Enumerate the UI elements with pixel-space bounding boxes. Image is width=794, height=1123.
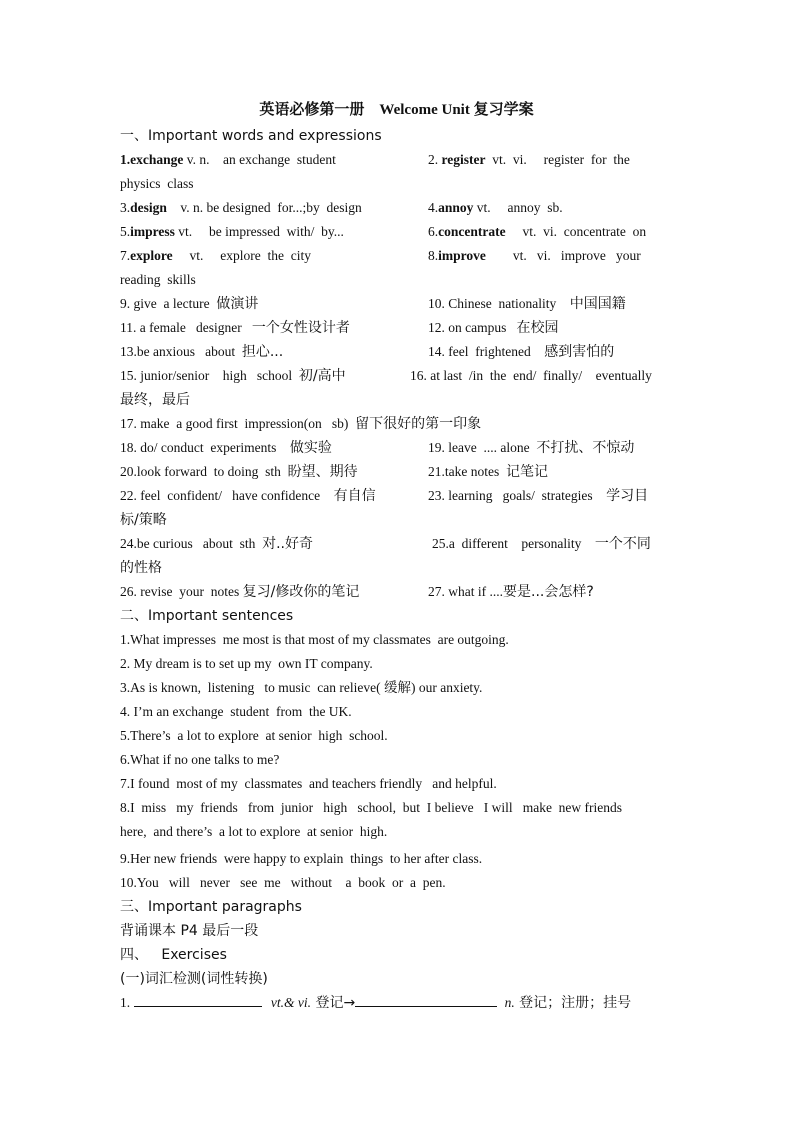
phrase-row-continued: 标/策略: [120, 512, 167, 528]
phrase-item: 20.look forward to doing sth 盼望、期待: [120, 464, 358, 480]
vocab-item: 7.explore vt. explore the city: [120, 248, 311, 263]
phrase-item: 16. at last /in the end/ finally/ eventually: [410, 368, 652, 383]
phrase-item: 27. what if ....要是...会怎样?: [428, 584, 594, 600]
sentence-item: 3.As is known, listening to music can relieve( 缓解) our anxiety.: [120, 680, 483, 695]
worksheet-page: [120, 96, 673, 1015]
sentence-item: 6.What if no one talks to me?: [120, 752, 280, 767]
phrase-item: 10. Chinese nationality 中国国籍: [428, 296, 626, 312]
phrase-row: [120, 316, 673, 340]
phrase-item: 22. feel confident/ have confidence 有自信: [120, 488, 376, 504]
vocab-row: [120, 196, 673, 220]
phrase-item: 12. on campus 在校园: [428, 320, 559, 336]
vocab-item: 3.design v. n. be designed for...;by design: [120, 200, 362, 215]
exercise-subheading: (一)词汇检测(词性转换): [120, 971, 268, 987]
section-heading-sentences: 二、Important sentences: [120, 608, 294, 624]
phrase-item: 24.be curious about sth 对..好奇: [120, 536, 314, 552]
sentence-item: 5.There’s a lot to explore at senior high school.: [120, 728, 388, 743]
phrase-row: [120, 580, 673, 604]
phrase-row: [120, 364, 673, 388]
section-heading-words: 一、Important words and expressions: [120, 128, 382, 144]
vocab-item: 1.exchange v. n. an exchange student: [120, 152, 336, 167]
phrase-row-continued: 最终，最后: [120, 392, 190, 408]
sentence-item: 7.I found most of my classmates and teachers friendly and helpful.: [120, 776, 497, 791]
vocab-row: [120, 244, 673, 268]
phrase-item: 21.take notes 记笔记: [428, 464, 548, 480]
phrase-row: [120, 460, 673, 484]
phrase-row-continued: 的性格: [120, 560, 162, 576]
exercise-question: 1. vt.& vi. 登记→ n. 登记；注册；挂号: [120, 991, 673, 1015]
phrase-item: 11. a female designer 一个女性设计者: [120, 320, 350, 336]
phrase-item: 23. learning goals/ strategies 学习目: [428, 488, 649, 504]
vocab-item: 4.annoy vt. annoy sb.: [428, 200, 563, 215]
phrase-item: 15. junior/senior high school 初/高中: [120, 368, 346, 384]
phrase-row: [120, 436, 673, 460]
sentence-item-continued: here, and there’s a lot to explore at senior high.: [120, 824, 388, 839]
phrase-row: [120, 484, 673, 508]
vocab-item: 8.improve vt. vi. improve your: [428, 248, 641, 263]
phrase-item: 19. leave .... alone 不打扰、不惊动: [428, 440, 635, 456]
phrase-item: 13.be anxious about 担心...: [120, 344, 284, 360]
vocab-row: [120, 148, 673, 172]
paragraph-instruction: 背诵课本 P4 最后一段: [120, 923, 259, 939]
vocab-row-continued: reading skills: [120, 272, 196, 287]
answer-blank[interactable]: [355, 992, 497, 1007]
phrase-row: [120, 340, 673, 364]
vocab-item: 6.concentrate vt. vi. concentrate on: [428, 224, 647, 239]
sentence-item: 1.What impresses me most is that most of my classmates are outgoing.: [120, 632, 509, 647]
phrase-item: 9. give a lecture 做演讲: [120, 296, 259, 312]
section-heading-paragraphs: 三、Important paragraphs: [120, 899, 302, 915]
vocab-row: [120, 220, 673, 244]
phrase-item: 26. revise your notes 复习/修改你的笔记: [120, 584, 360, 600]
phrase-item: 17. make a good first impression(on sb) 留下很好的第一印象: [120, 416, 482, 432]
vocab-row-continued: physics class: [120, 176, 194, 191]
vocab-item: 5.impress vt. be impressed with/ by...: [120, 224, 344, 239]
vocab-item: 2. register vt. vi. register for the: [428, 152, 630, 167]
sentence-item: 10.You will never see me without a book or a pen.: [120, 875, 446, 890]
sentence-item: 9.Her new friends were happy to explain things to her after class.: [120, 851, 483, 866]
phrase-row: [120, 292, 673, 316]
sentence-item: 8.I miss my friends from junior high school, but I believe I will make new friends: [120, 800, 623, 815]
phrase-item: 25.a different personality 一个不同: [432, 536, 651, 552]
phrase-item: 14. feel frightened 感到害怕的: [428, 344, 615, 360]
phrase-item: 18. do/ conduct experiments 做实验: [120, 440, 332, 456]
page-title: 英语必修第一册 Welcome Unit 复习学案: [259, 102, 534, 118]
section-heading-exercises: 四、 Exercises: [120, 947, 227, 963]
answer-blank[interactable]: [134, 992, 262, 1007]
phrase-row: [120, 532, 673, 556]
sentence-item: 2. My dream is to set up my own IT company.: [120, 656, 373, 671]
phrase-row: [120, 412, 673, 436]
sentence-item: 4. I’m an exchange student from the UK.: [120, 704, 352, 719]
